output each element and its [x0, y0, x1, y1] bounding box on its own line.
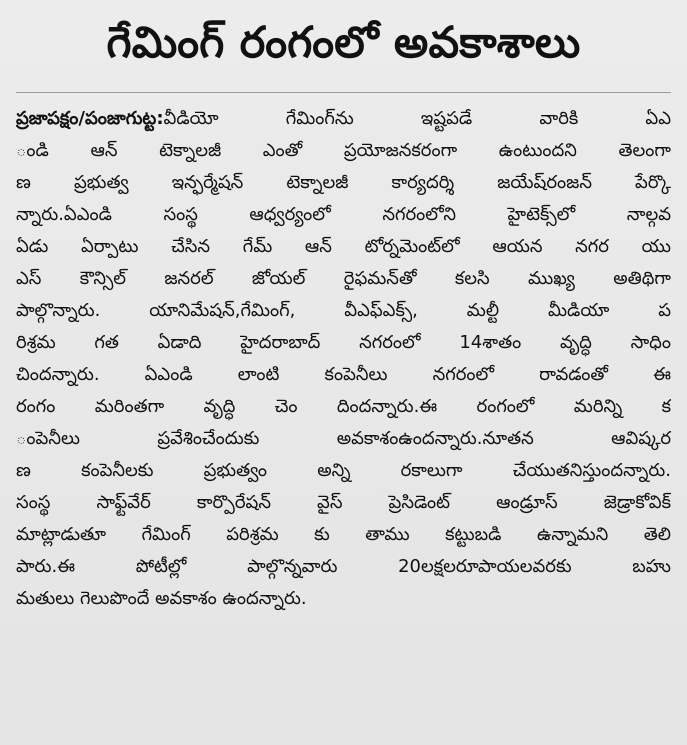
article-line-text: వీడియో గేమింగ్‌ను ఇష్టపడే వారికి ఏఎ — [163, 108, 671, 129]
headline-divider — [16, 92, 671, 93]
article-line: రంగం మరింతగా వృద్ధి చెం దిందన్నారు.ఈ రంగంలో మరిన్ని క — [16, 396, 671, 417]
article-line: ణ కంపెనీలకు ప్రభుత్వం అన్ని రకాలుగా చేయుతనిస్తుందన్నారు. — [16, 460, 671, 481]
article-line: న్నారు.ఏఎండి సంస్థ ఆధ్వర్యంలో నగరంలోని హైటెక్స్‌లో నాల్గవ — [16, 204, 671, 225]
article-line: రిశ్రమ గత ఏడాది హైదరాబాద్ నగరంలో 14శాతం వృద్ధి సాధిం — [16, 332, 671, 353]
article-line: ఏడు ఏర్పాటు చేసిన గేమ్ ఆన్ టోర్నమెంట్‌లో ఆయన నగర యు — [16, 236, 671, 257]
article-headline: గేమింగ్ రంగంలో అవకాశాలు — [106, 18, 581, 68]
article-line: ంపెనీలు ప్రవేశించేందుకు అవకాశంఉందన్నారు.నూతన ఆవిష్కర — [16, 428, 671, 449]
article-line: మతులు గెలుపొందే అవకాశం ఉందన్నారు. — [16, 588, 307, 609]
article-line — [16, 103, 671, 135]
article-line: మాట్లాడుతూ గేమింగ్ పరిశ్రమ కు తాము కట్టుబడి ఉన్నామని తెలి — [16, 524, 671, 545]
article-line: పాల్గొన్నారు. యానిమేషన్,గేమింగ్, వీఎఫ్ఎక్స్, మల్టీ మీడియా ప — [16, 300, 671, 321]
article-line: ండి ఆన్ టెక్నాలజీ ఎంతో ప్రయోజనకరంగా ఉంటుందని తెలంగా — [16, 140, 671, 161]
article-line: పారు.ఈ పోటీల్లో పాల్గొన్నవారు 20లక్షలరూపాయలవరకు బహు — [16, 556, 671, 577]
article-body — [16, 103, 671, 723]
article-line: ఎస్ కౌన్సిల్ జనరల్ జోయల్ రైఫమన్‌తో కలసి ముఖ్య అతిథిగా — [16, 268, 671, 289]
article-line: సంస్థ సాఫ్ట్‌వేర్ కార్పొరేషన్ వైస్ ప్రెసిడెంట్ ఆండ్రూస్ జెడ్రాకోవిక్ — [16, 492, 671, 513]
article-dateline: ప్రజాపక్షం/పంజాగుట్ట: — [16, 108, 164, 129]
article-line: చిందన్నారు. ఏఎండి లాంటి కంపెనీలు నగరంలో రావడంతో ఈ — [16, 364, 671, 385]
article-line: ణ ప్రభుత్వ ఇన్ఫర్మేషన్ టెక్నాలజీ కార్యదర్శి జయేష్‌రంజన్ పేర్కొ — [16, 172, 671, 193]
